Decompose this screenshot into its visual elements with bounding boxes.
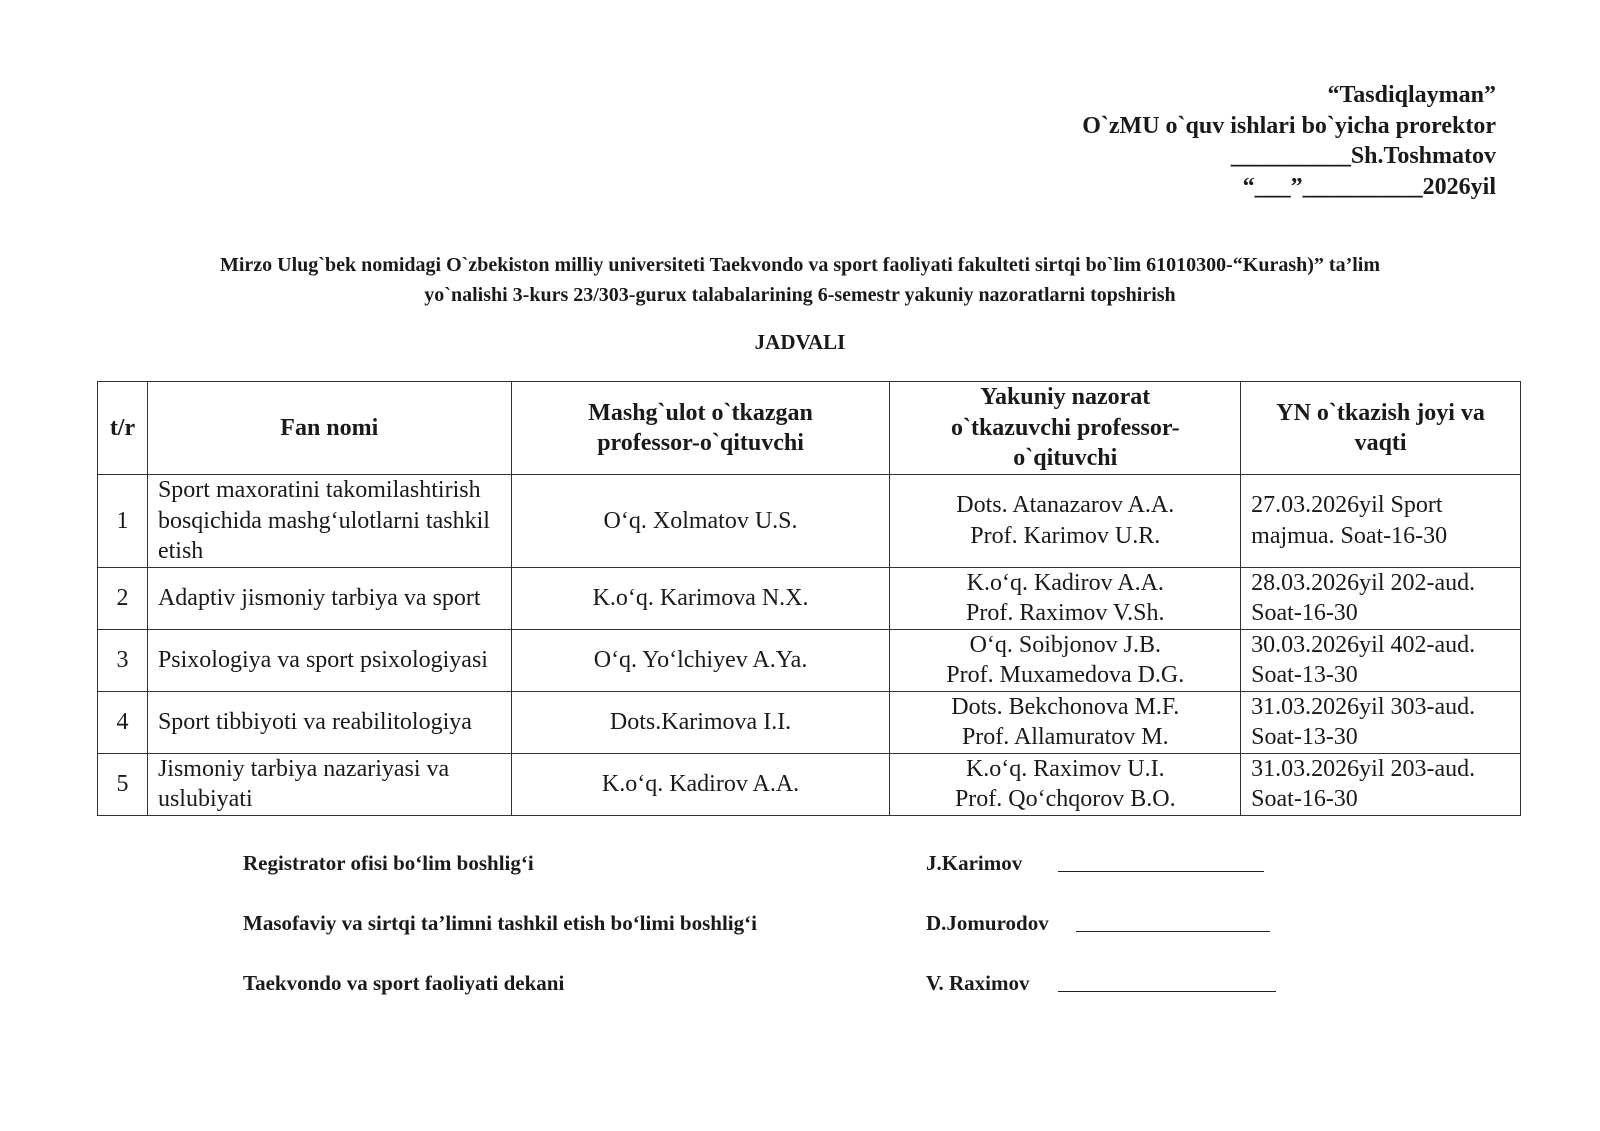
approval-position: O`zMU o`quv ishlari bo`yicha prorektor: [1082, 112, 1496, 139]
header-teacher: Mashg`ulot o`tkazgan professor-o`qituvchi: [511, 382, 890, 475]
signature-line: [1058, 991, 1276, 992]
examiner-secondary: Prof. Karimov U.R.: [970, 522, 1161, 549]
table-row: [98, 567, 1521, 629]
subject-cell: Sport tibbiyoti va reabilitologiya: [147, 691, 511, 753]
document-title: JADVALI: [754, 330, 846, 354]
row-number: 3: [98, 629, 148, 691]
heading-line-2: yo`nalishi 3-kurs 23/303-gurux talabalarining 6-semestr yakuniy nazoratlarni topshirish: [424, 284, 1176, 306]
place-time-cell: 31.03.2026yil 303-aud. Soat-13-30: [1241, 691, 1521, 753]
examiner-cell: [890, 691, 1241, 753]
header-subject: Fan nomi: [147, 382, 511, 475]
signature-line: [1076, 931, 1270, 932]
approval-date: “___”__________2026yil: [1242, 173, 1496, 200]
row-number: 4: [98, 691, 148, 753]
header-place-time: YN o`tkazish joyi va vaqti: [1241, 382, 1521, 475]
place-time-cell: 30.03.2026yil 402-aud. Soat-13-30: [1241, 629, 1521, 691]
examiner-cell: [890, 475, 1241, 568]
examiner-primary: O‘q. Soibjonov J.B.: [969, 631, 1161, 658]
approval-signer: __________Sh.Toshmatov: [1230, 143, 1496, 169]
table-row: [98, 629, 1521, 691]
table-row: [98, 691, 1521, 753]
table-row: [98, 753, 1521, 815]
signature-role-dean: Taekvondo va sport faoliyati dekani: [243, 971, 565, 995]
teacher-cell: K.o‘q. Karimova N.X.: [511, 567, 890, 629]
examiner-primary: K.o‘q. Raximov U.I.: [965, 755, 1165, 782]
examiner-secondary: Prof. Muxamedova D.G.: [946, 662, 1185, 688]
approval-title: “Tasdiqlayman”: [1327, 82, 1496, 108]
subject-cell: Psixologiya va sport psixologiyasi: [147, 629, 511, 691]
place-time-cell: 27.03.2026yil Sport majmua. Soat-16-30: [1241, 475, 1521, 568]
header-examiner: Yakuniy nazorat o`tkazuvchi professor-o`qituvchi: [890, 382, 1241, 475]
table-row: [98, 475, 1521, 568]
examiner-secondary: Prof. Raximov V.Sh.: [966, 600, 1165, 626]
subject-cell: Adaptiv jismoniy tarbiya va sport: [147, 567, 511, 629]
table-header-row: [98, 382, 1521, 475]
signature-line: [1058, 871, 1264, 872]
teacher-cell: O‘q. Yo‘lchiyev A.Ya.: [511, 629, 890, 691]
examiner-cell: [890, 753, 1241, 815]
place-time-cell: 31.03.2026yil 203-aud. Soat-16-30: [1241, 753, 1521, 815]
row-number: 5: [98, 753, 148, 815]
teacher-cell: O‘q. Xolmatov U.S.: [511, 475, 890, 568]
examiner-secondary: Prof. Qo‘chqorov B.O.: [954, 786, 1176, 812]
row-number: 1: [98, 475, 148, 568]
document-heading: [120, 250, 1480, 310]
exam-schedule-table: [97, 381, 1521, 816]
signature-name-registrar: J.Karimov: [926, 851, 1023, 875]
header-number: t/r: [98, 382, 148, 475]
subject-cell: Jismoniy tarbiya nazariyasi va uslubiyati: [147, 753, 511, 815]
signature-role-distance-learning: Masofaviy va sirtqi ta’limni tashkil etish bo‘limi boshlig‘i: [243, 911, 757, 935]
teacher-cell: Dots.Karimova I.I.: [511, 691, 890, 753]
signature-role-registrar: Registrator ofisi bo‘lim boshlig‘i: [243, 851, 534, 875]
examiner-primary: Dots. Bekchonova M.F.: [951, 693, 1180, 720]
examiner-cell: [890, 567, 1241, 629]
examiner-primary: Dots. Atanazarov A.A.: [956, 492, 1175, 519]
row-number: 2: [98, 567, 148, 629]
approval-block: [1082, 80, 1496, 202]
teacher-cell: K.o‘q. Kadirov A.A.: [511, 753, 890, 815]
examiner-secondary: Prof. Allamuratov M.: [961, 724, 1169, 750]
signature-name-distance-learning: D.Jomurodov: [926, 911, 1049, 935]
examiner-cell: [890, 629, 1241, 691]
place-time-cell: 28.03.2026yil 202-aud. Soat-16-30: [1241, 567, 1521, 629]
heading-line-1: Mirzo Ulug`bek nomidagi O`zbekiston milliy universiteti Taekvondo va sport faoliyati fakulteti sirtqi bo`lim 61010300-“Kurash)” ta’lim: [219, 254, 1381, 276]
subject-cell: Sport maxoratini takomilashtirish bosqichida mashg‘ulotlarni tashkil etish: [147, 475, 511, 568]
signature-name-dean: V. Raximov: [926, 971, 1030, 995]
examiner-primary: K.o‘q. Kadirov A.A.: [966, 569, 1164, 596]
